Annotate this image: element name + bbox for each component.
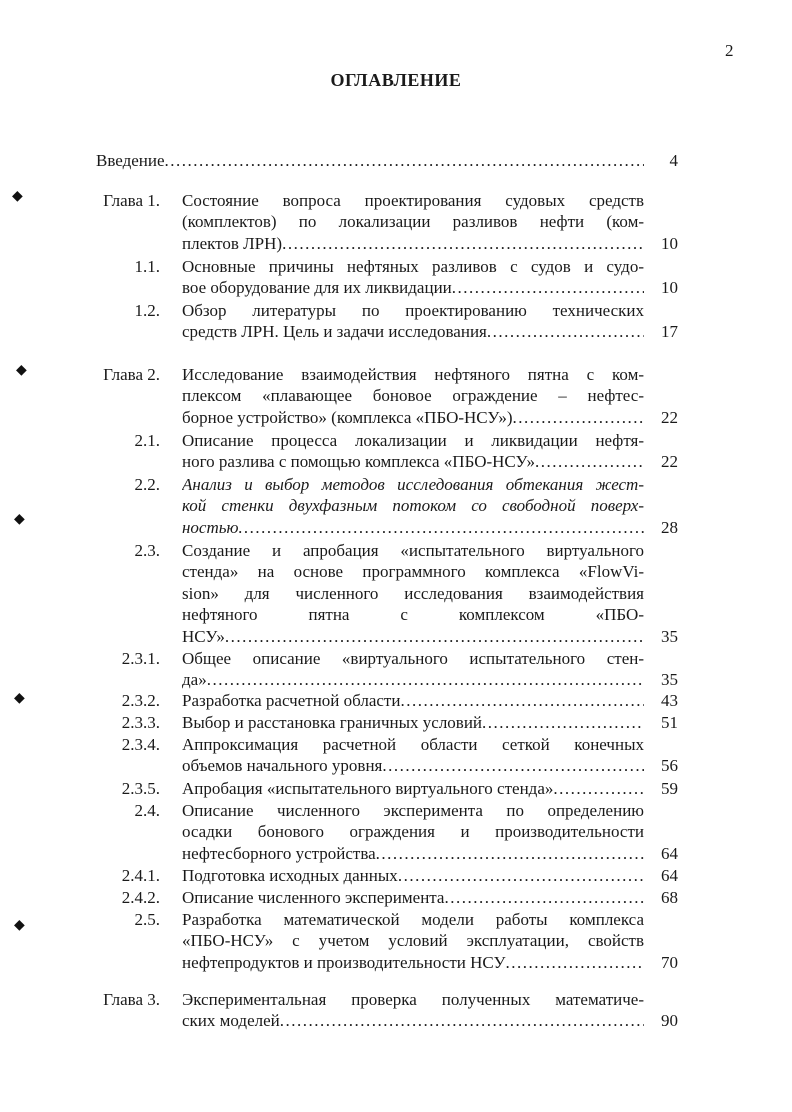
toc-entry-line (182, 690, 644, 711)
toc-entry-line: Исследование взаимодействия нефтяного пятна с ком- (182, 365, 644, 384)
toc-entry-page: 4 (669, 151, 678, 170)
toc-entry-line (182, 233, 644, 254)
toc-entry-line (182, 407, 644, 428)
toc-entry-title (182, 865, 644, 886)
toc-entry-line: Аппроксимация расчетной области сеткой конечных (182, 735, 644, 754)
toc-entry-line: кой стенки двухфазным потоком со свободной поверх- (182, 496, 644, 516)
toc-entry-number: 2.5. (134, 910, 160, 929)
toc-entry-line: Экспериментальная проверка полученных математиче- (182, 990, 644, 1009)
toc-entry-line (182, 1010, 644, 1031)
dot-leader (482, 712, 644, 733)
dot-leader (487, 321, 644, 342)
toc-entry-title (182, 887, 644, 908)
toc-entry-line-text: борное устройство» (комплекса «ПБО-НСУ») (182, 407, 513, 427)
toc-entry-line-text: ного разлива с помощью комплекса «ПБО-НСУ» (182, 452, 536, 472)
toc-entry-number: Глава 2. (103, 365, 160, 384)
toc-entry-number: Глава 1. (103, 191, 160, 210)
toc-entry-number: 2.3. (134, 541, 160, 560)
toc-entry-title (96, 150, 644, 171)
dot-leader (280, 1010, 644, 1031)
toc-entry-title (182, 474, 644, 538)
toc-entry-line (182, 887, 644, 908)
toc-entry-line-text: ностью (182, 517, 239, 537)
toc-entry-title (182, 734, 644, 777)
toc-entry-line-text: вое оборудование для их ликвидации (182, 278, 452, 298)
toc-entry-number: 2.3.5. (121, 779, 160, 798)
toc-entry-number: 2.4.2. (121, 888, 160, 907)
toc-entry-line: (комплектов) по локализации разливов нефти (ком- (182, 212, 644, 232)
toc-entry-title (182, 778, 644, 799)
page-title: ОГЛАВЛЕНИЕ (330, 70, 462, 90)
toc-entry-line (182, 277, 644, 298)
toc-entry-page: 64 (661, 843, 678, 863)
dot-leader (535, 451, 644, 472)
toc-entry-line-text: нефтепродуктов и производительности НСУ (182, 952, 506, 972)
toc-entry-line (182, 865, 644, 886)
dot-leader (398, 865, 644, 886)
toc-entry-title (182, 690, 644, 711)
toc-entry-number: 2.4.1. (121, 866, 160, 885)
toc-entry-page: 17 (661, 322, 678, 342)
toc-entry-title (182, 712, 644, 733)
toc-entry-line-text: плектов ЛРН) (182, 233, 283, 253)
dot-leader (553, 778, 644, 799)
toc-entry-line-text: Подготовка исходных данных (182, 866, 398, 885)
margin-mark-icon: ◆ (14, 512, 25, 527)
toc-entry-line (182, 669, 644, 690)
toc-entry-number: 1.1. (134, 257, 160, 276)
toc-entry-line-text: Разработка расчетной области (182, 691, 401, 710)
toc-entry-title (182, 800, 644, 864)
dot-leader (225, 626, 644, 647)
toc-entry-line-text: Выбор и расстановка граничных условий (182, 713, 483, 732)
toc-entry-page: 35 (661, 670, 678, 690)
toc-entry-page: 35 (661, 626, 678, 646)
toc-entry-line-text: Апробация «испытательного виртуального стенда» (182, 779, 554, 798)
toc-entry-page: 68 (661, 888, 678, 907)
toc-entry-line: Обзор литературы по проектированию технических (182, 301, 644, 320)
dot-leader (452, 277, 644, 298)
toc-entry-line: Анализ и выбор методов исследования обтекания жест- (182, 475, 644, 494)
toc-entry-line (182, 626, 644, 647)
toc-entry-page: 28 (661, 517, 678, 537)
toc-entry-title (182, 190, 644, 254)
toc-entry-title (182, 300, 644, 343)
toc-entry-line: Основные причины нефтяных разливов с судов и судо- (182, 257, 644, 276)
toc-entry-line (182, 712, 644, 733)
toc-entry-line-text: Введение (96, 151, 165, 170)
toc-entry-line: нефтяного пятна с комплексом «ПБО- (182, 605, 644, 625)
toc-entry-line-text: да» (182, 670, 207, 690)
margin-mark-icon: ◆ (14, 918, 25, 933)
toc-entry-title (182, 648, 644, 691)
toc-entry-line (182, 778, 644, 799)
margin-mark-icon: ◆ (16, 363, 27, 378)
toc-entry-page: 10 (661, 233, 678, 253)
toc-entry-line-text: ских моделей (182, 1011, 280, 1031)
toc-entry-line: sion» для численного исследования взаимодействия (182, 583, 644, 603)
toc-entry-line (182, 952, 644, 973)
toc-entry-title (182, 430, 644, 473)
page-number: 2 (725, 41, 734, 60)
toc-entry-line: осадки бонового ограждения и производительности (182, 822, 644, 842)
toc-entry-line-text: НСУ» (182, 626, 225, 646)
toc-entry-line: Описание численного эксперимента по определению (182, 801, 644, 820)
toc-entry-line-text: объемов начального уровня (182, 756, 383, 776)
toc-entry-page: 64 (661, 866, 678, 885)
toc-entry-title (182, 364, 644, 428)
dot-leader (506, 952, 644, 973)
toc-entry-line: Общее описание «виртуального испытательного стен- (182, 649, 644, 668)
toc-entry-page: 90 (661, 1011, 678, 1031)
toc-entry-line-text: нефтесборного устройства (182, 843, 376, 863)
toc-entry-page: 70 (661, 952, 678, 972)
toc-entry-line: Создание и апробация «испытательного виртуального (182, 541, 644, 560)
dot-leader (382, 755, 644, 776)
toc-entry-line (96, 150, 644, 171)
dot-leader (238, 517, 644, 538)
dot-leader (444, 887, 644, 908)
toc-entry-title (182, 909, 644, 973)
toc-entry-number: 2.3.3. (121, 713, 160, 732)
toc-entry-number: 2.2. (134, 475, 160, 494)
toc-entry-title (182, 256, 644, 299)
toc-entry-line: Описание процесса локализации и ликвидации нефтя- (182, 431, 644, 450)
dot-leader (400, 690, 644, 711)
margin-mark-icon: ◆ (12, 189, 23, 204)
toc-entry-line (182, 843, 644, 864)
toc-entry-title (182, 989, 644, 1032)
toc-entry-line-text: Описание численного эксперимента (182, 888, 445, 907)
toc-entry-line: «ПБО-НСУ» с учетом условий эксплуатации, свойств (182, 931, 644, 951)
toc-entry-page: 22 (661, 452, 678, 472)
toc-entry-number: 2.4. (134, 801, 160, 820)
toc-entry-line (182, 321, 644, 342)
toc-entry-number: 2.3.2. (121, 691, 160, 710)
toc-entry-page: 51 (661, 713, 678, 732)
dot-leader (207, 669, 644, 690)
toc-entry-page: 56 (661, 756, 678, 776)
toc-entry-page: 43 (661, 691, 678, 710)
toc-entry-number: 2.3.4. (121, 735, 160, 754)
toc-entry-page: 22 (661, 407, 678, 427)
toc-entry-line: плексом «плавающее боновое ограждение – нефтес- (182, 386, 644, 406)
toc-entry-page: 59 (661, 779, 678, 798)
toc-entry-line: Разработка математической модели работы комплекса (182, 910, 644, 929)
toc-entry-line: стенда» на основе программного комплекса «FlowVi- (182, 562, 644, 582)
toc-entry-page: 10 (661, 278, 678, 298)
toc-entry-title (182, 540, 644, 647)
dot-leader (282, 233, 644, 254)
toc-entry-line-text: средств ЛРН. Цель и задачи исследования (182, 322, 487, 342)
dot-leader (376, 843, 644, 864)
toc-entry-number: 1.2. (134, 301, 160, 320)
toc-entry-line (182, 451, 644, 472)
dot-leader (165, 150, 644, 171)
toc-entry-number: 2.1. (134, 431, 160, 450)
margin-mark-icon: ◆ (14, 691, 25, 706)
toc-entry-number: Глава 3. (103, 990, 160, 1009)
toc-entry-number: 2.3.1. (121, 649, 160, 668)
toc-entry-line: Состояние вопроса проектирования судовых средств (182, 191, 644, 210)
dot-leader (513, 407, 644, 428)
toc-entry-line (182, 517, 644, 538)
toc-entry-line (182, 755, 644, 776)
